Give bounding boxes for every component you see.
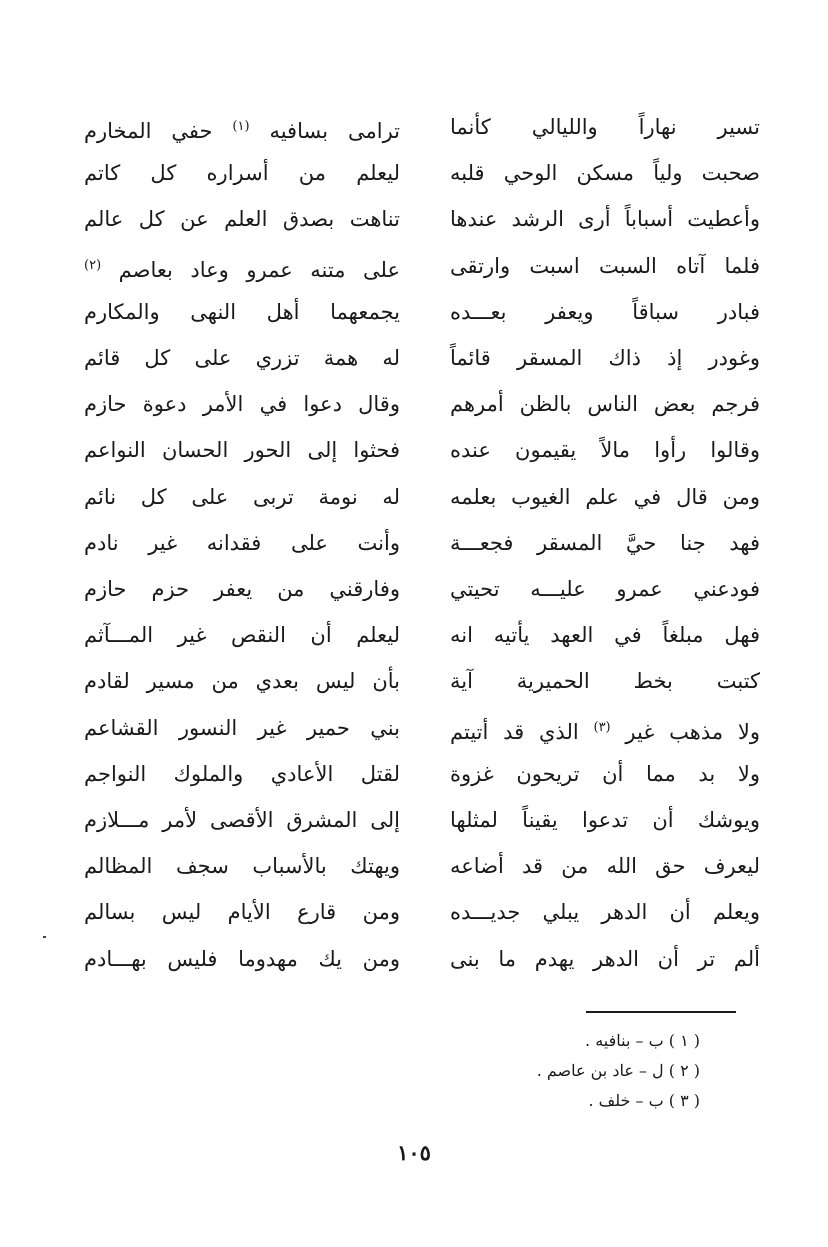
hemistich-text: لقتل الأعادي والملوك النواجم [84, 761, 400, 786]
second-hemistich [84, 382, 400, 426]
second-hemistich [84, 567, 400, 611]
first-hemistich: فهل مبلغاً في العهد يأتيه انه [450, 623, 760, 648]
first-hemistich: ويوشك أن تدعوا يقيناً لمثلها [450, 808, 760, 832]
verse-line [70, 659, 760, 703]
hemistich-text: بأن ليس بعدي من مسير لقادم [84, 669, 400, 694]
footnotes [400, 1026, 700, 1116]
second-hemistich [84, 475, 400, 519]
second-hemistich [84, 890, 400, 934]
first-hemistich [450, 706, 760, 750]
verse-line [70, 937, 760, 981]
verse-line [70, 290, 760, 334]
verse-line [70, 706, 760, 750]
verse-line [70, 844, 760, 888]
verse-line [70, 382, 760, 426]
page-speck [43, 936, 46, 938]
verse-line [70, 613, 760, 657]
second-hemistich [84, 798, 400, 842]
first-hemistich: ألم تر أن الدهر يهدم ما بنى [450, 946, 760, 971]
page-number: ١٠٥ [397, 1140, 431, 1165]
second-hemistich [84, 105, 400, 149]
first-hemistich: فبادر سباقاً ويعفر بعـــده [450, 299, 760, 324]
second-hemistich [84, 752, 400, 796]
hemistich-text: ولا مذهب غير [610, 719, 761, 744]
verse-line [70, 521, 760, 565]
first-hemistich: كتبت بخط الحميرية آية [450, 669, 760, 694]
footnote-2: ( ٢ ) ل – عاد بن عاصم . [536, 1061, 700, 1080]
verse-line [70, 798, 760, 842]
second-hemistich [84, 706, 400, 750]
verse-line [70, 890, 760, 934]
first-hemistich: ومن قال في علم الغيوب بعلمه [450, 484, 760, 509]
verse-line [70, 105, 760, 149]
first-hemistich: ولا بد مما أن تريحون غزوة [450, 761, 760, 786]
verse-line [70, 475, 760, 519]
second-hemistich [84, 290, 400, 334]
second-hemistich [84, 336, 400, 380]
poem-body [70, 105, 760, 985]
footnote-marker: (٢) [84, 257, 102, 273]
second-hemistich [84, 659, 400, 703]
first-hemistich: فودعني عمرو عليـــه تحيتي [450, 577, 760, 601]
hemistich-text: ومن يك مهدوما فليس بهـــادم [84, 946, 400, 971]
hemistich-text: فحثوا إلى الحور الحسان النواعم [84, 438, 400, 463]
verse-line [70, 244, 760, 288]
first-hemistich: فلما آتاه السبت اسبت وارتقى [450, 253, 760, 278]
first-hemistich: وقالوا رأوا مالاً يقيمون عنده [450, 438, 760, 463]
hemistich-text: ترامى بسافيه [249, 119, 400, 143]
footnote-3: ( ٣ ) ب – خلف . [588, 1091, 700, 1110]
hemistich-text: على متنه عمرو وعاد بعاصم [101, 257, 400, 282]
verse-line [70, 197, 760, 241]
verse-line [70, 336, 760, 380]
verse-line [70, 151, 760, 195]
second-hemistich [84, 521, 400, 565]
hemistich-text: وقال دعوا في الأمر دعوة حازم [84, 392, 400, 417]
first-hemistich: ويعلم أن الدهر يبلي جديـــده [450, 900, 760, 925]
second-hemistich [84, 244, 400, 288]
hemistich-text: ليعلم من أسراره كل كاتم [84, 161, 400, 186]
hemistich-text: ومن قارع الأيام ليس بسالم [84, 900, 400, 925]
hemistich-text: له همة تزري على كل قائم [84, 346, 400, 370]
hemistich-text: وفارقني من يعفر حزم حازم [84, 577, 400, 601]
second-hemistich [84, 428, 400, 472]
first-hemistich: وغودر إذ ذاك المسقر قائماً [450, 346, 760, 370]
second-hemistich [84, 844, 400, 888]
first-hemistich: ليعرف حق الله من قد أضاعه [450, 854, 760, 879]
first-hemistich: تسير نهاراً والليالي كأنما [450, 115, 760, 139]
hemistich-text: ليعلم أن النقص غير المـــآثم [84, 623, 400, 648]
first-hemistich: فرجم بعض الناس بالظن أمرهم [450, 392, 760, 417]
verse-line [70, 567, 760, 611]
second-hemistich [84, 937, 400, 981]
footnote-marker: (١) [232, 119, 250, 134]
hemistich-text: إلى المشرق الأقصى لأمر مـــلازم [84, 808, 400, 832]
second-hemistich [84, 613, 400, 657]
footnote-separator [586, 1011, 736, 1013]
first-hemistich: وأعطيت أسباباً أرى الرشد عندها [450, 207, 760, 232]
verse-line [70, 428, 760, 472]
hemistich-text: حفي المخارم [84, 119, 233, 143]
second-hemistich [84, 197, 400, 241]
footnote-1: ( ١ ) ب – بنافيه . [585, 1031, 700, 1050]
first-hemistich: صحبت ولياً مسكن الوحي قلبه [450, 161, 760, 186]
verse-line [70, 752, 760, 796]
hemistich-text: ويهتك بالأسباب سجف المظالم [84, 854, 400, 879]
hemistich-text: يجمعهما أهل النهى والمكارم [84, 299, 400, 324]
hemistich-text: تناهت بصدق العلم عن كل عالم [84, 207, 400, 232]
first-hemistich: فهد جنا حيَّ المسقر فجعـــة [450, 530, 760, 555]
hemistich-text: الذي قد أتيتم [450, 719, 594, 744]
hemistich-text: وأنت على فقدانه غير نادم [84, 530, 400, 555]
second-hemistich [84, 151, 400, 195]
hemistich-text: له نومة تربى على كل نائم [84, 484, 400, 509]
hemistich-text: بني حمير غير النسور القشاعم [84, 715, 400, 740]
footnote-marker: (٣) [593, 719, 611, 735]
